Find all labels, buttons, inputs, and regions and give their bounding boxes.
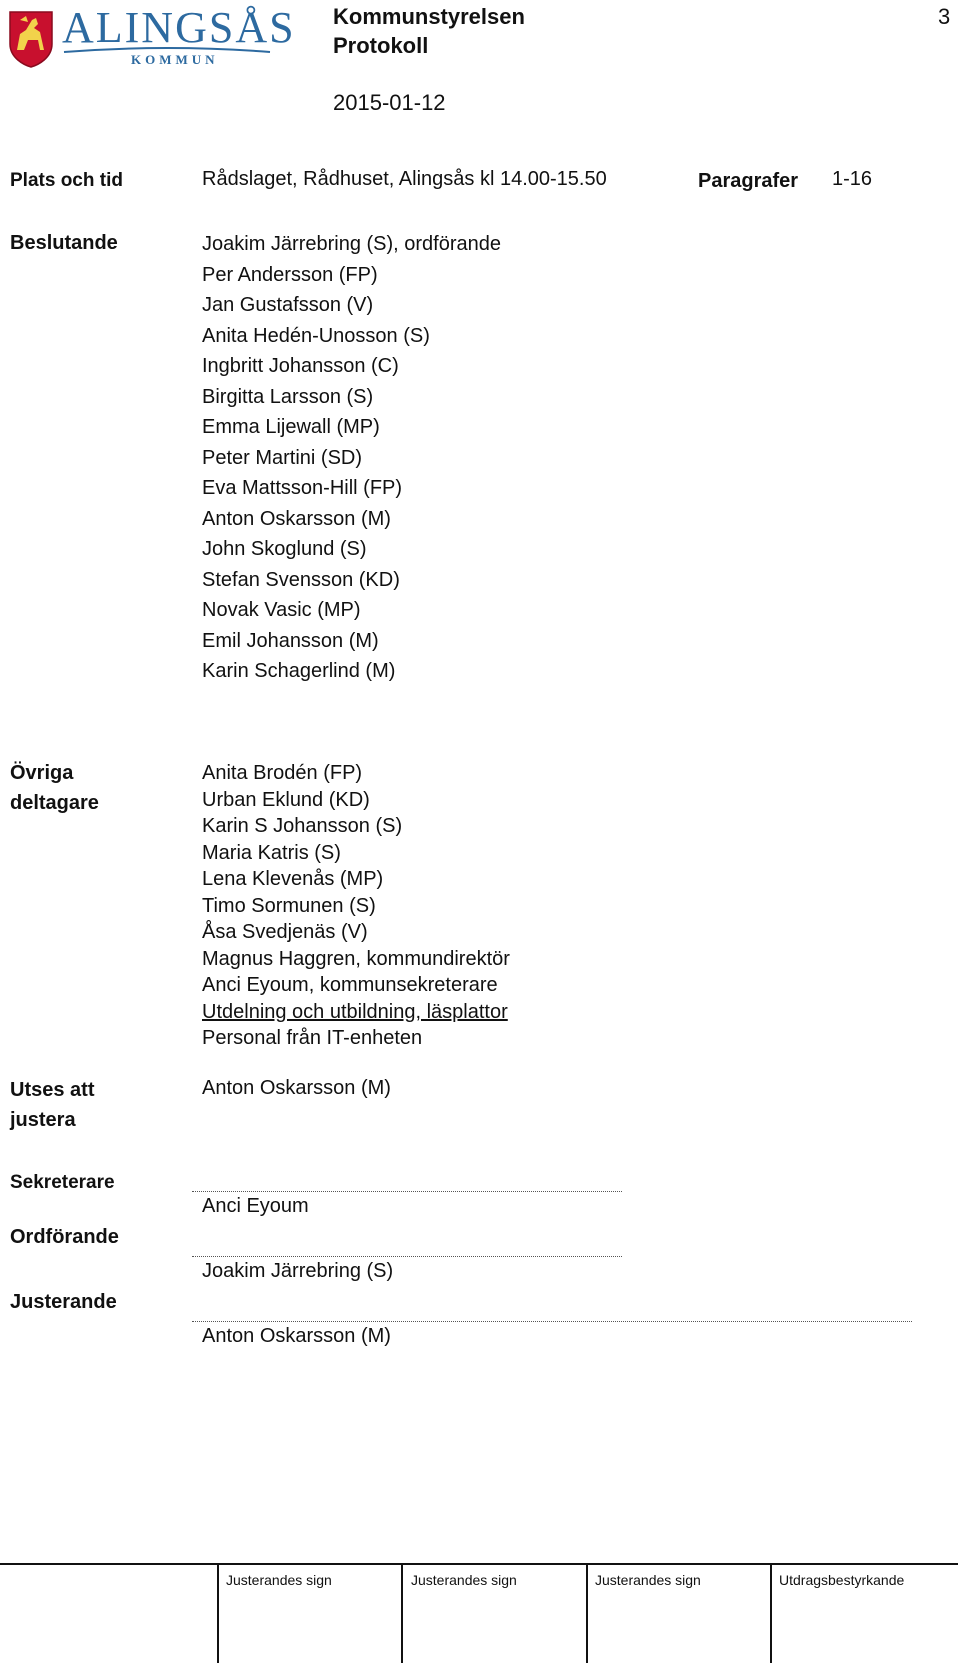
list-item: Anita Brodén (FP) [202, 762, 363, 784]
footer-certification: Utdragsbestyrkande [779, 1572, 905, 1588]
list-item: Magnus Haggren, kommundirektör [202, 947, 510, 970]
list-item: Anci Eyoum, kommunsekreterare [202, 974, 498, 996]
ordforande-label: Ordförande [10, 1226, 119, 1248]
list-item: Personal från IT-enheten [202, 1027, 423, 1049]
list-item: Åsa Svedjenäs (V) [202, 921, 368, 943]
beslutande-label: Beslutande [10, 232, 118, 254]
footer-divider [401, 1563, 403, 1663]
list-item: Stefan Svensson (KD) [202, 568, 400, 591]
logo-wordmark: ALINGSÅS [62, 3, 296, 52]
utses-value: Anton Oskarsson (M) [202, 1077, 391, 1099]
list-item: Emil Johansson (M) [202, 629, 379, 652]
logo-subtitle: KOMMUN [131, 52, 219, 67]
footer-divider [217, 1563, 219, 1663]
list-item: Eva Mattsson-Hill (FP) [202, 477, 403, 499]
signature-line [192, 1256, 622, 1257]
paragraphs-label: Paragrafer [698, 170, 799, 192]
list-item: Timo Sormunen (S) [202, 894, 376, 917]
footer-sign-2: Justerandes sign [411, 1572, 517, 1588]
list-item: Emma Lijewall (MP) [202, 416, 380, 438]
footer-divider [586, 1563, 588, 1663]
list-item: John Skoglund (S) [202, 538, 367, 560]
header-doc-type: Protokoll [333, 33, 429, 58]
utses-label: Utses att justera [10, 1079, 95, 1131]
sekreterare-name: Anci Eyoum [202, 1195, 309, 1217]
list-item: Lena Klevenås (MP) [202, 868, 384, 890]
municipality-logo [8, 4, 298, 70]
footer-divider [770, 1563, 772, 1663]
header-date: 2015-01-12 [333, 90, 446, 115]
list-item: Urban Eklund (KD) [202, 788, 370, 811]
page-number: 3 [938, 4, 951, 29]
list-item: Jan Gustafsson (V) [202, 294, 374, 316]
list-item: Per Andersson (FP) [202, 263, 378, 286]
paragraphs-value: 1-16 [832, 168, 873, 190]
list-item: Ingbritt Johansson (C) [202, 355, 399, 377]
beslutande-list [202, 229, 501, 687]
list-item: Karin Schagerlind (M) [202, 660, 396, 682]
signature-line [192, 1191, 622, 1192]
coat-of-arms-icon [8, 10, 54, 68]
ordforande-name: Joakim Järrebring (S) [202, 1260, 394, 1282]
list-item: Maria Katris (S) [202, 841, 341, 864]
list-item: Peter Martini (SD) [202, 446, 363, 469]
footer-rule [0, 1563, 958, 1565]
list-item: Utdelning och utbildning, läsplattor [202, 1000, 508, 1023]
list-item: Birgitta Larsson (S) [202, 385, 374, 408]
signature-line [192, 1321, 912, 1322]
ovriga-list [202, 760, 510, 1052]
list-item: Joakim Järrebring (S), ordförande [202, 233, 502, 255]
list-item: Anita Hedén-Unosson (S) [202, 324, 430, 347]
sekreterare-label: Sekreterare [10, 1172, 115, 1193]
list-item: Novak Vasic (MP) [202, 599, 361, 621]
footer-sign-3: Justerandes sign [595, 1572, 701, 1588]
place-value: Rådslaget, Rådhuset, Alingsås kl 14.00-15.50 [202, 168, 607, 190]
header-org: Kommunstyrelsen [333, 4, 525, 29]
justerande-name: Anton Oskarsson (M) [202, 1325, 391, 1347]
list-item: Anton Oskarsson (M) [202, 507, 391, 530]
justerande-label: Justerande [10, 1291, 117, 1313]
list-item: Karin S Johansson (S) [202, 815, 403, 837]
ovriga-label: Övriga deltagare [10, 762, 99, 814]
footer-sign-1: Justerandes sign [226, 1572, 332, 1588]
place-label: Plats och tid [10, 170, 123, 191]
